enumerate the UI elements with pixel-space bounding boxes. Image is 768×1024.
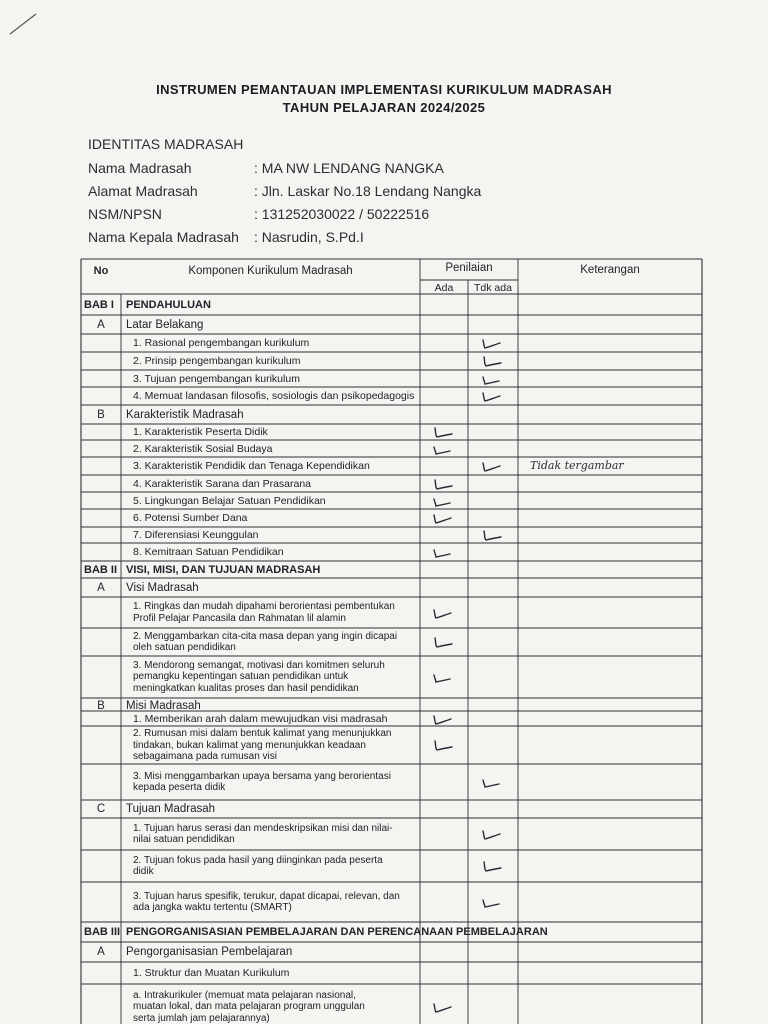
document-title: INSTRUMEN PEMANTAUAN IMPLEMENTASI KURIKULUM MADRASAH: [156, 82, 612, 97]
identity-value: : MA NW LENDANG NANGKA: [254, 160, 444, 176]
check-mark-icon: [479, 528, 505, 544]
criteria-item: 7. Diferensiasi Keunggulan: [133, 529, 259, 541]
identity-value: : 131252030022 / 50222516: [254, 206, 430, 222]
chapter-title: PENDAHULUAN: [126, 298, 211, 311]
identity-label: NSM/NPSN: [88, 206, 162, 222]
criteria-item-line: oleh satuan pendidikan: [133, 642, 236, 653]
check-mark-icon: [430, 635, 456, 651]
check-mark-icon: [430, 494, 456, 510]
check-mark-icon: [430, 606, 456, 622]
check-mark-icon: [430, 442, 456, 458]
section-letter: A: [97, 581, 105, 594]
criteria-item: 6. Potensi Sumber Dana: [133, 512, 248, 524]
check-mark-icon: [430, 477, 456, 493]
criteria-item-line: Profil Pelajar Pancasila dan Rahmatan lil alamin: [133, 612, 346, 624]
section-title: Latar Belakang: [126, 318, 204, 331]
check-mark-icon: [479, 895, 505, 911]
criteria-item: 3. Karakteristik Pendidik dan Tenaga Kependidikan: [133, 460, 370, 472]
section-title: Visi Madrasah: [126, 581, 199, 594]
criteria-item-line: sebagaimana pada rumusan visi: [133, 751, 277, 762]
criteria-item-line: a. Intrakurikuler (memuat mata pelajaran nasional,: [133, 989, 356, 1001]
section-letter: C: [96, 803, 106, 815]
criteria-item: 4. Memuat landasan filosofis, sosiologis dan psikopedagogis: [133, 390, 415, 402]
check-mark-icon: [479, 354, 505, 370]
criteria-item-line: nilai satuan pendidikan: [133, 834, 235, 845]
check-mark-icon: [479, 859, 505, 875]
chapter-title: VISI, MISI, DAN TUJUAN MADRASAH: [126, 563, 321, 576]
criteria-item-line: 1. Tujuan harus serasi dan mendeskripsikan misi dan nilai-: [133, 822, 393, 834]
chapter-number: BAB III: [84, 926, 121, 938]
criteria-item: 2. Karakteristik Sosial Budaya: [133, 442, 273, 455]
check-mark-icon: [430, 738, 456, 754]
criteria-item-line: kepada peserta didik: [133, 782, 226, 793]
check-mark-icon: [479, 372, 505, 388]
section-letter: B: [97, 408, 105, 421]
criteria-item-line: ada jangka waktu tertentu (SMART): [133, 902, 292, 913]
check-mark-icon: [479, 336, 505, 352]
section-title: Misi Madrasah: [126, 700, 201, 712]
check-mark-icon: [430, 425, 456, 441]
criteria-item-line: 3. Tujuan harus spesifik, terukur, dapat dicapai, relevan, dan: [133, 890, 400, 902]
criteria-item-line: muatan lokal, dan mata pelajaran program unggulan: [133, 1001, 365, 1013]
criteria-item-line: meningkatkan kualitas proses dan hasil pendidikan: [133, 682, 359, 694]
chapter-number: BAB II: [84, 563, 117, 576]
check-mark-icon: [479, 389, 505, 405]
identity-label: Alamat Madrasah: [88, 183, 198, 199]
criteria-item: 2. Prinsip pengembangan kurikulum: [133, 355, 301, 367]
chapter-title: PENGORGANISASIAN PEMBELAJARAN DAN PERENCANAAN PEMBELAJARAN: [126, 926, 548, 938]
check-mark-icon: [479, 827, 505, 843]
check-mark-icon: [430, 670, 456, 686]
criteria-item: 4. Karakteristik Sarana dan Prasarana: [133, 477, 312, 490]
criteria-item-line: 2. Rumusan misi dalam bentuk kalimat yang menunjukkan: [133, 728, 392, 739]
section-title: Pengorganisasian Pembelajaran: [126, 946, 293, 958]
document-subtitle: TAHUN PELAJARAN 2024/2025: [282, 100, 486, 115]
criteria-item-line: 2. Tujuan fokus pada hasil yang diinginkan pada peserta: [133, 854, 383, 866]
criteria-item-line: 2. Menggambarkan cita-cita masa depan yang ingin dicapai: [133, 630, 398, 642]
criteria-item-line: tindakan, bukan kalimat yang menunjukkan keadaan: [133, 739, 366, 751]
criteria-item-line: 1. Ringkas dan mudah dipahami berorientasi pembentukan: [133, 601, 395, 612]
section-letter: A: [97, 946, 105, 958]
identity-heading: IDENTITAS MADRASAH: [88, 136, 244, 152]
column-header-component: Komponen Kurikulum Madrasah: [188, 265, 353, 277]
criteria-item-line: pemangku kepentingan satuan pendidikan untuk: [133, 671, 349, 683]
check-mark-icon: [430, 1000, 456, 1016]
criteria-item: 1. Karakteristik Peserta Didik: [133, 426, 268, 438]
column-header-note: Keterangan: [580, 264, 640, 276]
section-letter: A: [97, 318, 105, 331]
criteria-item: 1. Rasional pengembangan kurikulum: [133, 337, 310, 349]
identity-label: Nama Kepala Madrasah: [88, 229, 239, 245]
criteria-item: 1. Struktur dan Muatan Kurikulum: [133, 967, 290, 979]
chapter-number: BAB I: [84, 298, 114, 311]
check-mark-icon: [479, 459, 505, 475]
section-title: Karakteristik Madrasah: [126, 408, 244, 421]
criteria-item: 1. Memberikan arah dalam mewujudkan visi madrasah: [133, 713, 388, 725]
section-title: Tujuan Madrasah: [126, 803, 216, 815]
check-mark-icon: [430, 545, 456, 561]
criteria-item-line: 3. Mendorong semangat, motivasi dan komitmen seluruh: [133, 659, 385, 671]
criteria-item: 3. Tujuan pengembangan kurikulum: [133, 372, 300, 385]
section-letter: B: [97, 700, 105, 712]
handwritten-note: Tidak tergambar: [530, 459, 624, 472]
criteria-item-line: didik: [133, 866, 154, 877]
criteria-item-line: serta jumlah jam pelajarannya): [133, 1012, 270, 1024]
check-mark-icon: [430, 511, 456, 527]
column-header-no: No: [93, 265, 109, 277]
check-mark-icon: [430, 712, 456, 728]
identity-value: : Nasrudin, S.Pd.I: [254, 229, 364, 245]
check-mark-icon: [479, 775, 505, 791]
identity-value: : Jln. Laskar No.18 Lendang Nangka: [254, 183, 482, 199]
criteria-item: 5. Lingkungan Belajar Satuan Pendidikan: [133, 494, 326, 507]
column-header-assessment: Penilaian: [445, 262, 493, 274]
column-header-ada: Ada: [434, 282, 454, 294]
column-header-tdk-ada: Tdk ada: [474, 282, 512, 294]
criteria-item-line: 3. Misi menggambarkan upaya bersama yang berorientasi: [133, 770, 391, 782]
identity-label: Nama Madrasah: [88, 160, 192, 176]
criteria-item: 8. Kemitraan Satuan Pendidikan: [133, 546, 284, 558]
